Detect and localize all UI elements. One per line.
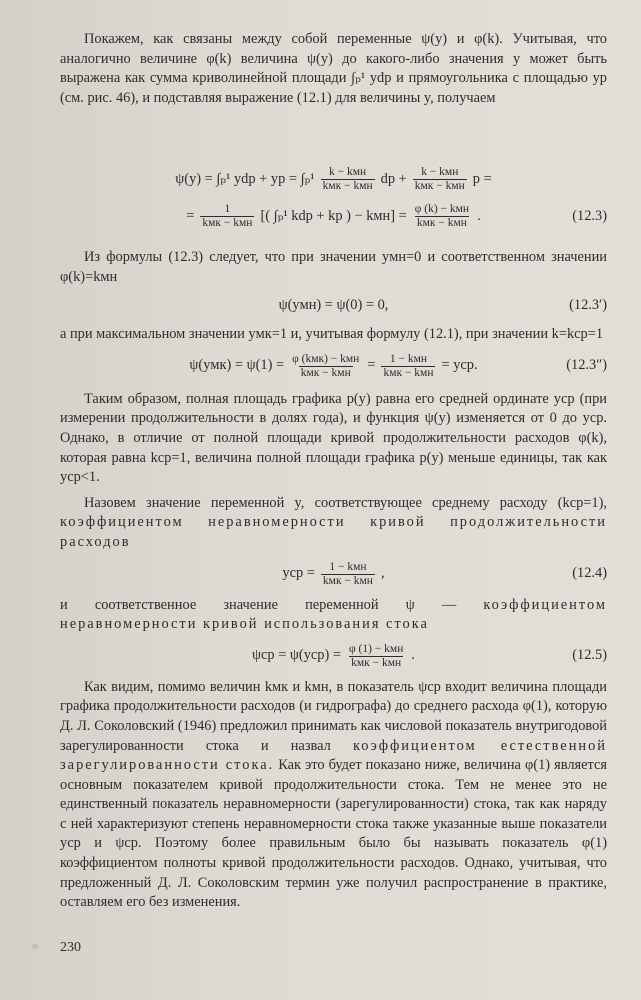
equation-12-3-line1: ψ(y) = ∫ₚ¹ ydp + yp = ∫ₚ¹ $\frac{\text{k − kмн}}{\text{kмк − kмн}}$ dp + $\frac{\text{k − kмн}}{\text{kмк − kмн}}$ p =: [175, 166, 492, 192]
fraction: $\frac{\text{φ (1) − kмн}}{\text{kмк − kмн}}$: [349, 642, 404, 669]
equation-number: (12.3): [572, 207, 607, 224]
paragraph-text: и соответственное значение переменной ψ — коэффициентом неравномерности кривой использования стока: [60, 596, 607, 633]
equation-number: (12.4): [572, 565, 607, 582]
page-number: 230: [60, 940, 81, 955]
fraction: $\frac{\text{k − kмн}}{\text{kмк − kмн}}$: [414, 166, 465, 192]
fraction: $\frac{\text{k − kмн}}{\text{kмк − kмн}}$: [322, 166, 373, 192]
equation-number: (12.3″): [566, 357, 607, 374]
paragraph-text: Из формулы (12.3) следует, что при значении yмн=0 и соответственном значении φ(k)=kмн: [60, 249, 607, 285]
paragraph-text: Таким образом, полная площадь графика p(y) равна его средней ординате yср (при измерении продолжительности в долях года), и функция ψ(y) изменяется от 0 до yср. Однако, в отличие от полной площади кривой продолжительности расходов φ(k), которая равна kср=1, величина полной площади графика p(y) меньше единицы, так как yср<1.: [60, 390, 607, 486]
equation-12-4: yср = $\frac{\text{1 − kмн}}{\text{kмк − kмн}}$ , (12.4): [282, 560, 607, 587]
paragraph-text: Покажем, как связаны между собой переменные ψ(y) и φ(k). Учитывая, что аналогично величине φ(k) величина ψ(y) до какого-либо значения y может быть выражена как сумма криволинейной площади ∫ₚ¹ ydp и прямоугольника с площадью yp (см. рис. 46), и подставляя выражение (12.1) для величины y, получаем: [60, 31, 607, 106]
paragraph-text: Назовем значение переменной y, соответствующее среднему расходу (kср=1), коэффициентом неравномерности кривой продолжительности расходов: [60, 494, 607, 550]
equation-number: (12.5): [572, 647, 607, 664]
paragraph-text: а при максимальном значении yмк=1 и, учитывая формулу (12.1), при значении k=kср=1: [60, 326, 604, 343]
equation-12-3-line2: = $\frac{1}{\text{kмк − kмн}}$ [( ∫ₚ¹ kdp + kp ) − kмн] = $\frac{\text{φ (k) − kмн}}{\text{kмк − kмн}}$ . (12.3): [186, 203, 607, 229]
equation-number: (12.3′): [569, 297, 607, 314]
equation-12-5: ψср = ψ(yср) = $\frac{\text{φ (1) − kмн}}{\text{kмк − kмн}}$ . (12.5): [252, 642, 607, 669]
fraction: $\frac{\text{1 − kмн}}{\text{kмк − kмн}}$: [383, 352, 434, 379]
equation-12-3-double-prime: ψ(yмк) = ψ(1) = $\frac{\text{φ (kмк) − kмн}}{\text{kмк − kмн}}$ = $\frac{\text{1 − kмн}}{\text{kмк − kмн}}$ = yср. (12.3″): [189, 352, 607, 379]
fraction: $\frac{1}{\text{kмк − kмн}}$: [202, 203, 253, 229]
paper-spot: [32, 944, 38, 949]
paragraph-text: Как видим, помимо величин kмк и kмн, в показатель ψср входит величина площади графика продолжительности расходов (и гидрографа) до среднего расхода φ(1), которую Д. Л. Соколовский (1946) предложил принимать как числовой показатель внутригодовой зарегулированности стока и назвал коэффициентом естественной зарегулированности стока. Как это будет показано ниже, величина φ(1) является основным показателем кривой продолжительности стока. Тем не менее это не единственный показатель неравномерности (зарегулированности) стока, так как наряду с ней характеризуют степень неравномерности стока также указанные выше показатели yср и ψср. Поэтому более правильным было бы называть показатель φ(1) коэффициентом полноты кривой продолжительности расходов. Однако, учитывая, что предложенный Д. Л. Соколовским термин уже получил распространение в практике, оставляем его без изменения.: [60, 678, 607, 911]
fraction: $\frac{\text{1 − kмн}}{\text{kмк − kмн}}$: [322, 560, 373, 587]
equation-12-3-prime: ψ(yмн) = ψ(0) = 0, (12.3′): [60, 293, 607, 319]
fraction: $\frac{\text{φ (k) − kмн}}{\text{kмк − kмн}}$: [414, 203, 470, 229]
paragraph-intro: [60, 30, 607, 158]
fraction: $\frac{\text{φ (kмк) − kмн}}{\text{kмк − kмн}}$: [292, 352, 360, 379]
